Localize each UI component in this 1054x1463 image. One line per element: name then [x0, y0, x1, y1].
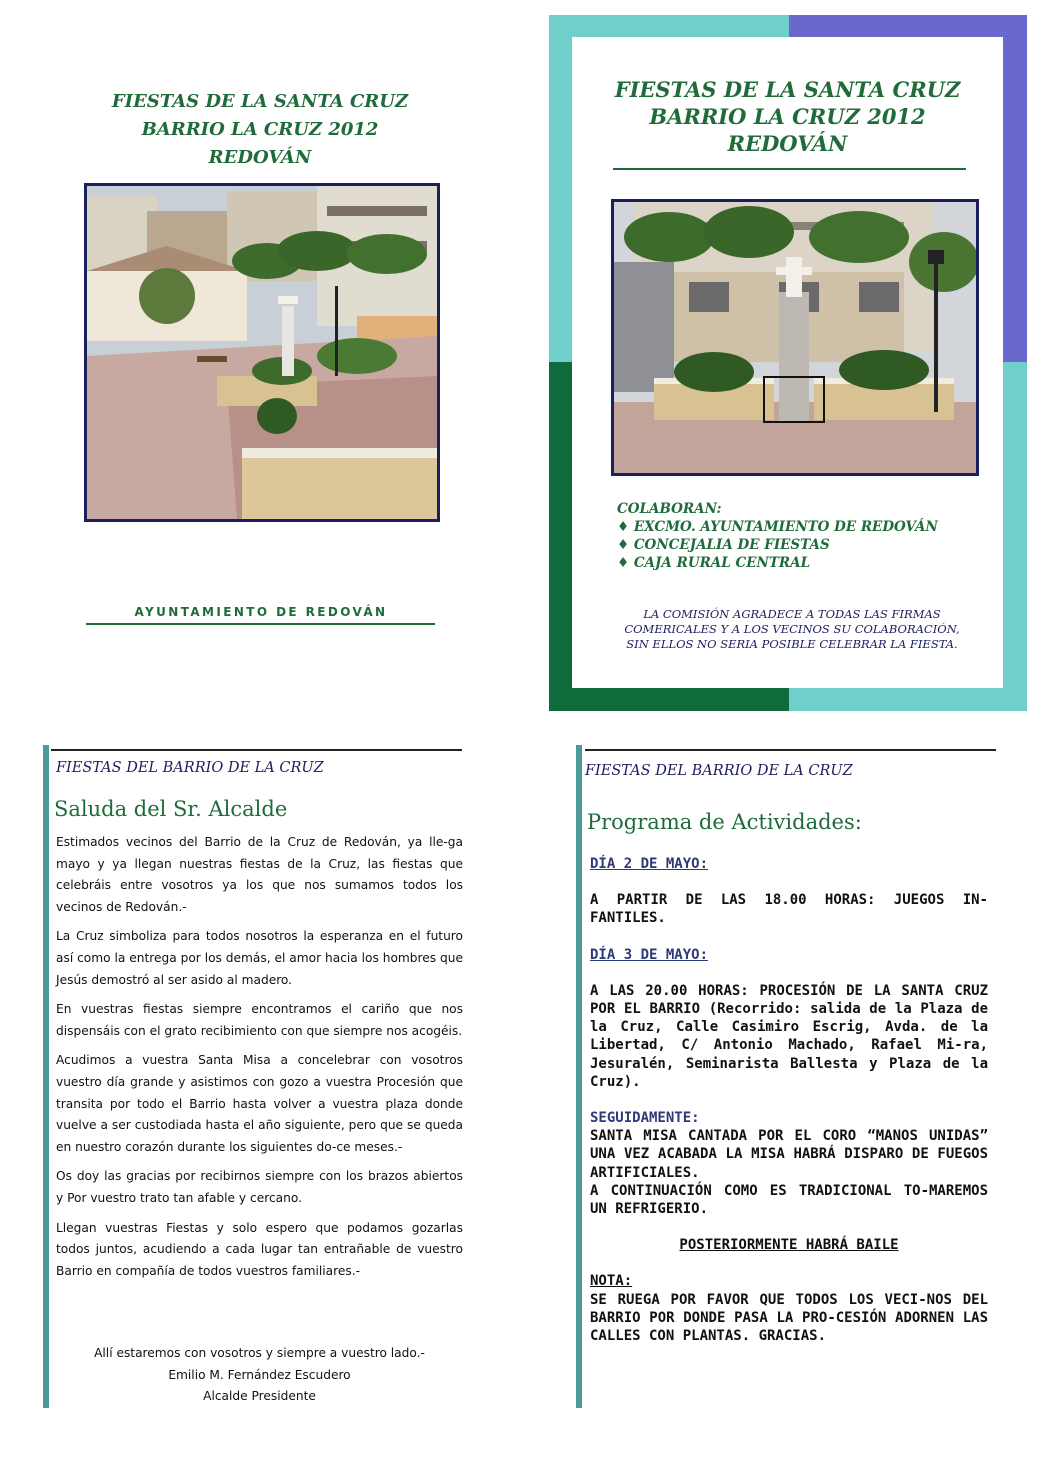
saluda-top-rule [51, 749, 462, 751]
saluda-paragraph: En vuestras fiestas siempre encontramos el cariño que nos dispensáis con el grato recibimiento con que siempre nos acogéis. [56, 1002, 463, 1038]
cover-title-line: BARRIO LA CRUZ 2012 [141, 119, 379, 140]
saluda-paragraph: Llegan vuestras Fiestas y solo espero que podamos gozarlas todos juntos, acudiendo a cada lugar tan entrañable de vuestro Barrio en compañía de todos vuestros familiares.- [56, 1220, 463, 1278]
colaboran-header: COLABORAN: [617, 501, 722, 517]
colaboran-item: ♦ EXCMO. AYUNTAMIENTO DE REDOVÁN [617, 519, 938, 535]
day-activity: A PARTIR DE LAS 18.00 HORAS: JUEGOS IN-FANTILES. [590, 892, 988, 927]
diamond-bullet-icon: ♦ [617, 537, 630, 553]
programa-top-rule [585, 749, 996, 751]
day-heading: DÍA 3 DE MAYO: [590, 946, 709, 963]
diamond-bullet-icon: ♦ [617, 519, 630, 535]
saluda-paragraph: La Cruz simboliza para todos nosotros la esperanza en el futuro así como la entrega por los demás, el amor hacia los hombres que Jesús demostró al ser asido al madero. [56, 929, 463, 987]
day-activity: A LAS 20.00 HORAS: PROCESIÓN DE LA SANTA CRUZ POR EL BARRIO (Recorrido: salida de la Plaza de la Cruz, Calle Casimiro Escrig, Avda. de la Libertad, C/ Antonio Machado, Rafael Mi-ra, Jesuralén, Seminarista Ballesta y Plaza de la Cruz). [590, 982, 988, 1090]
back-title-line: REDOVÁN [727, 131, 848, 156]
cover-photo [84, 183, 440, 522]
colaboran-item: ♦ CONCEJALIA DE FIESTAS [617, 537, 830, 553]
saluda-paragraph: Estimados vecinos del Barrio de la Cruz de Redován, ya lle-ga mayo y ya llegan nuestras fiestas de la Cruz, las fiestas que celebráis entre vosotros ya los que nos sumamos todos los vecinos de Redován.- [56, 835, 463, 914]
saluda-side-bar [43, 745, 49, 1408]
programa-side-bar [576, 745, 582, 1408]
cover-footer-underline [86, 623, 435, 625]
cover-title [60, 88, 460, 172]
saluda-heading: Saluda del Sr. Alcalde [54, 797, 288, 821]
monument-photo-image [614, 202, 976, 473]
colaboran-item: ♦ CAJA RURAL CENTRAL [617, 555, 811, 571]
programa-heading: Programa de Actividades: [587, 810, 862, 834]
diamond-bullet-icon: ♦ [617, 555, 630, 571]
saluda-closing: Allí estaremos con vosotros y siempre a vuestro lado.- [94, 1346, 425, 1360]
programa-section-label: FIESTAS DEL BARRIO DE LA CRUZ [585, 763, 853, 779]
signer-title: Alcalde Presidente [203, 1389, 316, 1404]
saluda-body [56, 832, 463, 1290]
baile-note: POSTERIORMENTE HABRÁ BAILE [679, 1237, 899, 1254]
back-cover-title [590, 76, 985, 157]
saluda-section-label: FIESTAS DEL BARRIO DE LA CRUZ [56, 760, 324, 776]
saluda-paragraph: Acudimos a vuestra Santa Misa a concelebrar con vosotros vuestro día grande y asistimos con gozo a vuestra Procesión que transita por todo el Barrio hasta volver a vuestra plaza donde vuelve a ser custodiada hasta el año siguiente, pero que se queda en nuestro corazón durante los siguientes do-ce meses.- [56, 1053, 463, 1154]
back-title-line: BARRIO LA CRUZ 2012 [649, 104, 926, 129]
nota-text: SE RUEGA POR FAVOR QUE TODOS LOS VECI-NOS DEL BARRIO POR DONDE PASA LA PRO-CESIÓN ADORNEN LAS CALLES CON PLANTAS. GRACIAS. [590, 1291, 988, 1345]
seguidamente-label: SEGUIDAMENTE: [590, 1110, 700, 1127]
signer-name: Emilio M. Fernández Escudero [168, 1367, 351, 1382]
cover-title-line: REDOVÁN [208, 147, 312, 168]
back-cover-photo [611, 199, 979, 476]
nota-label: NOTA: [590, 1273, 633, 1290]
continuacion-text: A CONTINUACIÓN COMO ES TRADICIONAL TO-MAREMOS UN REFRIGERIO. [590, 1182, 988, 1218]
saluda-signature [56, 1343, 463, 1408]
back-title-underline [613, 168, 966, 170]
colaboran-block [617, 500, 987, 572]
thanks-line: SIN ELLOS NO SERIA POSIBLE CELEBRAR LA FIESTA. [626, 637, 958, 651]
thanks-line: COMERICALES Y A LOS VECINOS SU COLABORACIÓN, [624, 622, 960, 636]
cover-footer: AYUNTAMIENTO DE REDOVÁN [134, 605, 388, 619]
day-heading: DÍA 2 DE MAYO: [590, 856, 709, 872]
thanks-line: LA COMISIÓN AGRADECE A TODAS LAS FIRMAS [643, 607, 941, 621]
plaza-photo-image [87, 186, 437, 519]
seguidamente-text: SANTA MISA CANTADA POR EL CORO “MANOS UNIDAS” UNA VEZ ACABADA LA MISA HABRÁ DISPARO DE FUEGOS ARTIFICIALES. [590, 1128, 988, 1181]
saluda-paragraph: Os doy las gracias por recibirnos siempre con los brazos abiertos y Por vuestro trato tan afable y cercano. [56, 1169, 463, 1205]
programa-body [590, 855, 988, 1345]
thanks-note [608, 607, 976, 652]
back-title-line: FIESTAS DE LA SANTA CRUZ [614, 77, 961, 102]
cover-title-line: FIESTAS DE LA SANTA CRUZ [111, 91, 409, 112]
